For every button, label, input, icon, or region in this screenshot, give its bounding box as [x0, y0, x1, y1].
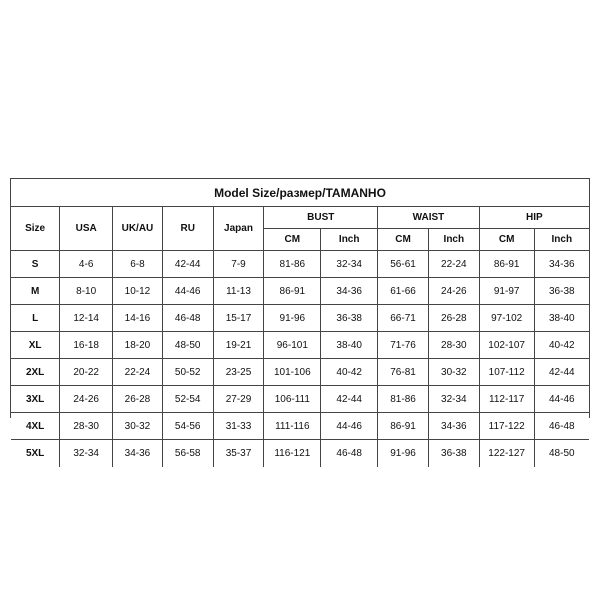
- cell-hip-inch: 44-46: [534, 386, 589, 413]
- cell-hip-cm: 91-97: [479, 278, 534, 305]
- cell-size: 5XL: [11, 440, 60, 468]
- header-hip: HIP: [479, 207, 589, 229]
- cell-japan: 15-17: [213, 305, 264, 332]
- cell-japan: 23-25: [213, 359, 264, 386]
- cell-waist-cm: 91-96: [378, 440, 429, 468]
- header-hip-inch: Inch: [534, 229, 589, 251]
- cell-ukau: 14-16: [113, 305, 163, 332]
- cell-bust-inch: 40-42: [321, 359, 378, 386]
- cell-ru: 42-44: [162, 251, 213, 278]
- cell-hip-inch: 34-36: [534, 251, 589, 278]
- header-japan: Japan: [213, 207, 264, 251]
- table-row: [11, 251, 589, 278]
- cell-ukau: 10-12: [113, 278, 163, 305]
- cell-waist-cm: 81-86: [378, 386, 429, 413]
- cell-hip-inch: 46-48: [534, 413, 589, 440]
- cell-usa: 4-6: [60, 251, 113, 278]
- cell-hip-inch: 38-40: [534, 305, 589, 332]
- cell-japan: 31-33: [213, 413, 264, 440]
- size-chart: [10, 178, 590, 459]
- cell-waist-inch: 28-30: [428, 332, 479, 359]
- header-ru: RU: [162, 207, 213, 251]
- header-bust-cm: CM: [264, 229, 321, 251]
- cell-waist-inch: 24-26: [428, 278, 479, 305]
- cell-waist-inch: 32-34: [428, 386, 479, 413]
- header-bust-inch: Inch: [321, 229, 378, 251]
- cell-ukau: 30-32: [113, 413, 163, 440]
- cell-bust-inch: 38-40: [321, 332, 378, 359]
- table-row: [11, 305, 589, 332]
- cell-japan: 27-29: [213, 386, 264, 413]
- cell-ru: 52-54: [162, 386, 213, 413]
- cell-japan: 19-21: [213, 332, 264, 359]
- cell-hip-cm: 107-112: [479, 359, 534, 386]
- cell-size: S: [11, 251, 60, 278]
- cell-usa: 8-10: [60, 278, 113, 305]
- cell-bust-cm: 96-101: [264, 332, 321, 359]
- header-waist-cm: CM: [378, 229, 429, 251]
- cell-waist-inch: 26-28: [428, 305, 479, 332]
- cell-hip-inch: 36-38: [534, 278, 589, 305]
- size-table: [11, 207, 589, 467]
- cell-ukau: 26-28: [113, 386, 163, 413]
- cell-bust-inch: 32-34: [321, 251, 378, 278]
- cell-usa: 32-34: [60, 440, 113, 468]
- cell-waist-cm: 76-81: [378, 359, 429, 386]
- table-row: [11, 359, 589, 386]
- cell-ru: 44-46: [162, 278, 213, 305]
- cell-bust-inch: 34-36: [321, 278, 378, 305]
- header-bust: BUST: [264, 207, 378, 229]
- cell-bust-cm: 116-121: [264, 440, 321, 468]
- table-row: [11, 278, 589, 305]
- size-rows: [11, 251, 589, 468]
- cell-ukau: 22-24: [113, 359, 163, 386]
- cell-hip-inch: 40-42: [534, 332, 589, 359]
- cell-bust-cm: 101-106: [264, 359, 321, 386]
- cell-size: 3XL: [11, 386, 60, 413]
- cell-bust-cm: 81-86: [264, 251, 321, 278]
- cell-size: L: [11, 305, 60, 332]
- cell-usa: 28-30: [60, 413, 113, 440]
- cell-size: 2XL: [11, 359, 60, 386]
- cell-ukau: 34-36: [113, 440, 163, 468]
- cell-bust-inch: 36-38: [321, 305, 378, 332]
- header-waist-inch: Inch: [428, 229, 479, 251]
- cell-ukau: 6-8: [113, 251, 163, 278]
- table-row: [11, 440, 589, 468]
- cell-hip-cm: 86-91: [479, 251, 534, 278]
- cell-bust-inch: 46-48: [321, 440, 378, 468]
- header-hip-cm: CM: [479, 229, 534, 251]
- cell-bust-inch: 44-46: [321, 413, 378, 440]
- cell-waist-cm: 86-91: [378, 413, 429, 440]
- cell-ukau: 18-20: [113, 332, 163, 359]
- cell-waist-cm: 66-71: [378, 305, 429, 332]
- cell-japan: 35-37: [213, 440, 264, 468]
- header-usa: USA: [60, 207, 113, 251]
- cell-hip-cm: 117-122: [479, 413, 534, 440]
- cell-bust-inch: 42-44: [321, 386, 378, 413]
- cell-ru: 56-58: [162, 440, 213, 468]
- cell-size: M: [11, 278, 60, 305]
- cell-waist-inch: 22-24: [428, 251, 479, 278]
- cell-waist-inch: 34-36: [428, 413, 479, 440]
- cell-ru: 48-50: [162, 332, 213, 359]
- cell-ru: 50-52: [162, 359, 213, 386]
- cell-size: XL: [11, 332, 60, 359]
- cell-usa: 16-18: [60, 332, 113, 359]
- cell-hip-cm: 122-127: [479, 440, 534, 468]
- cell-usa: 24-26: [60, 386, 113, 413]
- cell-size: 4XL: [11, 413, 60, 440]
- cell-ru: 46-48: [162, 305, 213, 332]
- cell-hip-inch: 48-50: [534, 440, 589, 468]
- cell-waist-inch: 36-38: [428, 440, 479, 468]
- cell-usa: 12-14: [60, 305, 113, 332]
- cell-hip-cm: 97-102: [479, 305, 534, 332]
- cell-bust-cm: 86-91: [264, 278, 321, 305]
- cell-hip-inch: 42-44: [534, 359, 589, 386]
- cell-bust-cm: 106-111: [264, 386, 321, 413]
- chart-title: Model Size/размер/TAMANHO: [11, 179, 589, 207]
- table-row: [11, 332, 589, 359]
- cell-waist-cm: 56-61: [378, 251, 429, 278]
- cell-waist-cm: 71-76: [378, 332, 429, 359]
- cell-waist-inch: 30-32: [428, 359, 479, 386]
- cell-waist-cm: 61-66: [378, 278, 429, 305]
- cell-ru: 54-56: [162, 413, 213, 440]
- cell-hip-cm: 112-117: [479, 386, 534, 413]
- header-waist: WAIST: [378, 207, 480, 229]
- cell-hip-cm: 102-107: [479, 332, 534, 359]
- cell-bust-cm: 111-116: [264, 413, 321, 440]
- cell-japan: 7-9: [213, 251, 264, 278]
- cell-usa: 20-22: [60, 359, 113, 386]
- cell-bust-cm: 91-96: [264, 305, 321, 332]
- header-ukau: UK/AU: [113, 207, 163, 251]
- table-row: [11, 386, 589, 413]
- table-row: [11, 413, 589, 440]
- header-size: Size: [11, 207, 60, 251]
- cell-japan: 11-13: [213, 278, 264, 305]
